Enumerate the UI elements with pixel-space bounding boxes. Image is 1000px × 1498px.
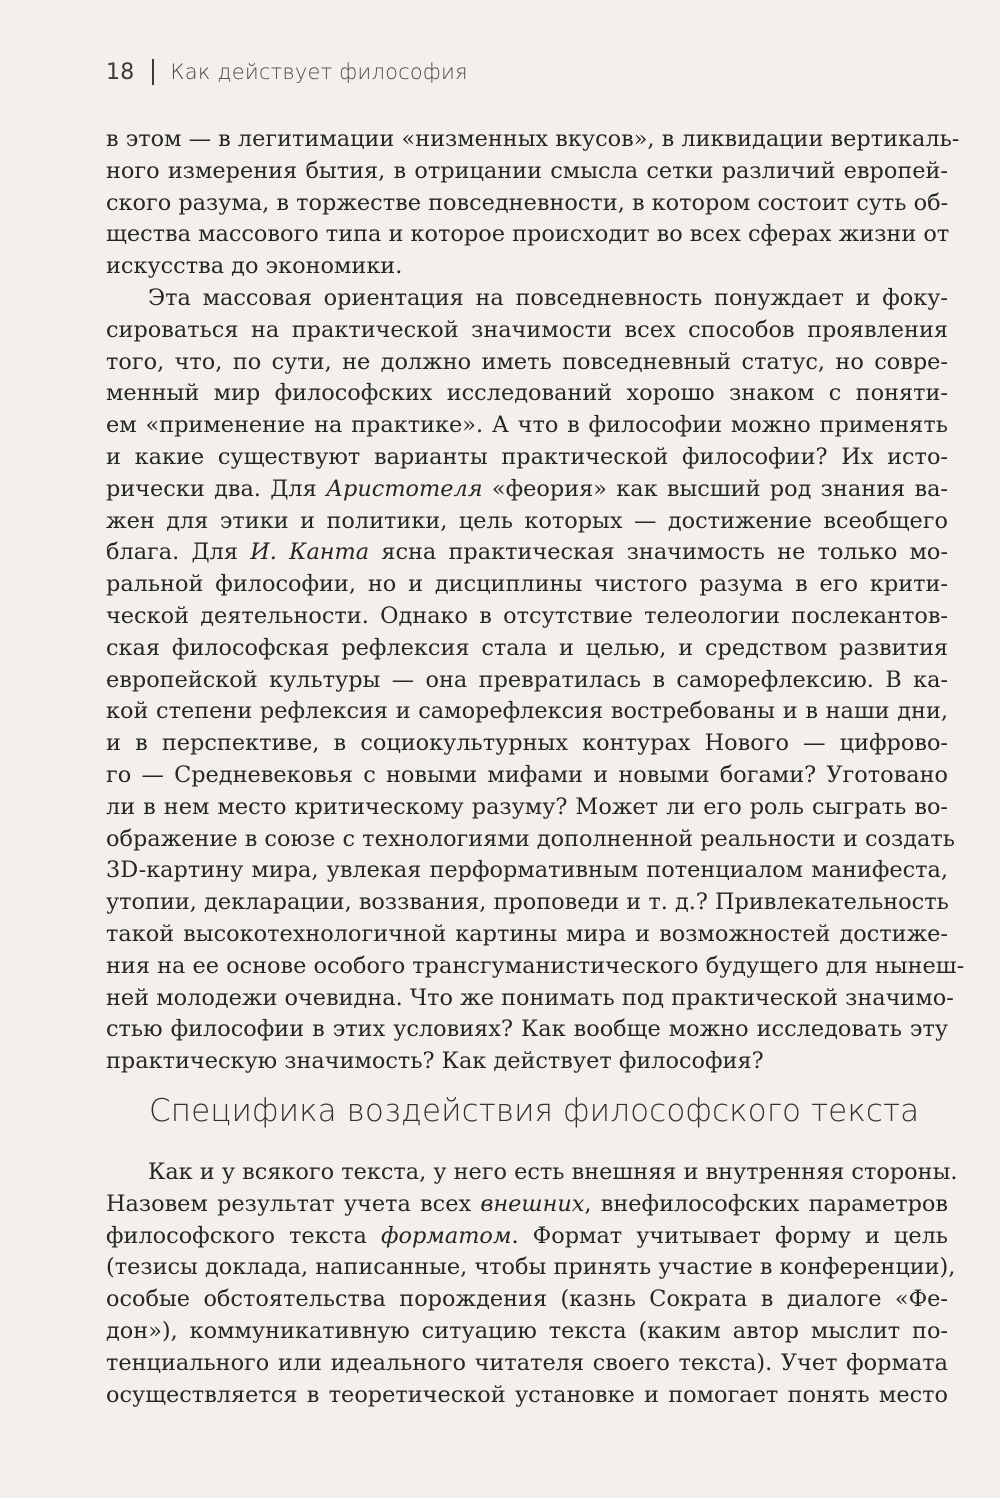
paragraph-2 — [106, 283, 965, 1078]
text-line: сироваться на практической значимости всех способов проявления — [106, 316, 948, 343]
text-line: такой высокотехнологичной картины мира и возможностей достиже- — [106, 920, 948, 947]
text-line: ческой деятельности. Однако в отсутствие телеологии послекантов- — [106, 602, 948, 629]
text-line: ская философская рефлексия стала и целью, и средством развития — [106, 634, 948, 661]
paragraph-3 — [106, 1157, 958, 1411]
italic-name-kant: И. Канта — [250, 539, 370, 566]
text-line: 3D-картину мира, увлекая перформативным потенциалом манифеста, — [106, 857, 948, 884]
text-line: щества массового типа и которое происходит во всех сферах жизни от — [106, 221, 950, 248]
text-line: в этом — в легитимации «низменных вкусов», в ликвидации вертикаль- — [106, 126, 960, 152]
text-segment: блага. Для — [106, 539, 251, 566]
text-line: тенциального или идеального читателя своего текста). Учет формата — [106, 1349, 948, 1376]
text-segment: рически два. Для — [106, 475, 327, 502]
text-line: искусства до экономики. — [106, 253, 403, 280]
text-line: ем «применение на практике». А что в философии можно применять — [106, 412, 948, 439]
text-segment: . Формат учитывает форму и цель — [511, 1222, 948, 1249]
text-line: жен для этики и политики, цель которых — достижение всеобщего — [106, 507, 948, 534]
text-line: особые обстоятельства порождения (казнь Сократа в диалоге «Фе- — [106, 1286, 948, 1313]
text-line-mixed — [106, 1189, 948, 1221]
text-line-mixed — [106, 537, 948, 569]
text-line: менный мир философских исследований хорошо знаком с поняти- — [106, 380, 948, 407]
text-line: и в перспективе, в социокультурных контурах Нового — цифрово- — [106, 730, 948, 757]
text-line: Как и у всякого текста, у него есть внешняя и внутренняя стороны. — [148, 1159, 958, 1185]
text-line: Эта массовая ориентация на повседневность понуждает и фоку- — [148, 285, 948, 311]
italic-term-format: форматом — [380, 1222, 512, 1249]
text-line: ния на ее основе особого трансгуманистического будущего для нынеш- — [106, 952, 965, 979]
text-line: ского разума, в торжестве повседневности, в котором состоит суть об- — [106, 189, 949, 216]
page-number: 18 — [106, 59, 135, 85]
text-line: кой степени рефлексия и саморефлексия востребованы и в наши дни, — [106, 698, 948, 725]
running-header — [106, 52, 468, 92]
paragraph-1 — [106, 124, 960, 283]
section-heading: Специфика воздействия философского текста — [149, 1093, 920, 1129]
italic-term-external: внешних — [480, 1190, 585, 1217]
text-line: того, что, по сути, не должно иметь повседневный статус, но совре- — [106, 348, 948, 375]
text-line: ного измерения бытия, в отрицании смысла сетки различий европей- — [106, 157, 948, 184]
text-segment: ясна практическая значимость не только мо- — [369, 539, 948, 566]
text-line: ральной философии, но и дисциплины чистого разума в его крити- — [106, 571, 948, 598]
text-segment: «феория» как высший род знания ва- — [482, 475, 948, 502]
text-line: осуществляется в теоретической установке и помогает понять место — [106, 1381, 948, 1408]
text-line: ли в нем место критическому разуму? Может ли его роль сыграть во- — [106, 793, 948, 820]
text-line-mixed — [106, 474, 948, 506]
header-divider — [152, 59, 154, 85]
text-line: утопии, декларации, воззвания, проповеди и т. д.? Привлекательность — [106, 889, 949, 916]
text-line: го — Средневековья с новыми мифами и новыми богами? Уготовано — [106, 761, 948, 788]
text-line: (тезисы доклада, написанные, чтобы принять участие в конференции), — [106, 1254, 956, 1281]
text-line: и какие существуют варианты практической философии? Их исто- — [106, 443, 948, 470]
text-line: европейской культуры — она превратилась в саморефлексию. В ка- — [106, 666, 948, 693]
italic-name-aristotle: Аристотеля — [326, 475, 483, 502]
text-line: стью философии в этих условиях? Как вообще можно исследовать эту — [106, 1016, 948, 1043]
text-segment: Назовем результат учета всех — [106, 1190, 481, 1217]
text-line: ображение в союзе с технологиями дополненной реальности и создать — [106, 825, 955, 852]
text-line: дон»), коммуникативную ситуацию текста (каким автор мыслит по- — [106, 1317, 948, 1344]
text-line-mixed — [106, 1221, 948, 1253]
text-segment: , внефилософских параметров — [584, 1190, 948, 1217]
text-line: ней молодежи очевидна. Что же понимать под практической значимо- — [106, 984, 954, 1011]
text-line: практическую значимость? Как действует философия? — [106, 1048, 764, 1075]
text-segment: философского текста — [106, 1222, 381, 1249]
running-title: Как действует философия — [170, 60, 468, 84]
